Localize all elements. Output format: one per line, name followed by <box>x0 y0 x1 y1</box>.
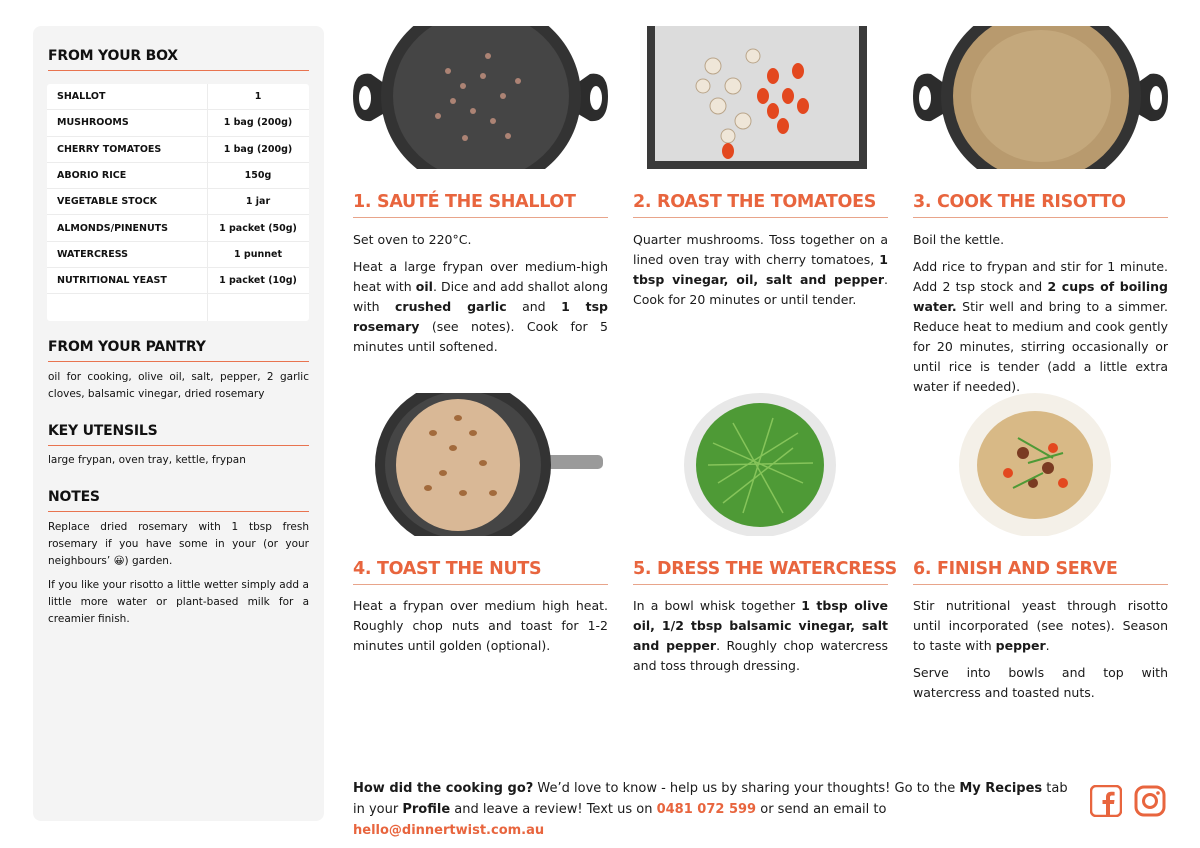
ingredient-name: NUTRITIONAL YEAST <box>57 275 167 287</box>
toasted-nuts-photo <box>353 393 608 536</box>
step-3-title: 3. COOK THE RISOTTO <box>913 192 1168 218</box>
my-recipes-link[interactable]: My Recipes <box>959 781 1043 796</box>
ingredient-name: MUSHROOMS <box>57 117 129 129</box>
step-1-body: Set oven to 220°C. Heat a large frypan over medium-high heat with oil. Dice and add shallot along with crushed garlic and 1 tsp rosemary (see notes). Cook for 5 minutes until softened. <box>353 232 609 354</box>
table-row <box>47 84 309 110</box>
step-6-title: 6. FINISH AND SERVE <box>913 559 1168 585</box>
ingredient-name: WATERCRESS <box>57 248 128 260</box>
notes-heading: NOTES <box>48 489 309 512</box>
step-3-body: Boil the kettle. Add rice to frypan and stir for 1 minute. Add 2 tsp stock and 2 cups of boiling water. Stir well and bring to a simmer. Reduce heat to medium and cook gently for 20 minutes, stirring occasionally or until rice is tender (add a little extra water if needed). <box>913 232 1168 394</box>
note-1: Replace dried rosemary with 1 tbsp fresh rosemary if you have some in your (or your neighbours’ 😀) garden. <box>48 521 309 567</box>
ingredient-name: ABORIO RICE <box>57 170 127 182</box>
profile-link[interactable]: Profile <box>402 802 451 817</box>
table-row <box>47 189 309 215</box>
phone-link[interactable]: 0481 072 599 <box>656 802 757 817</box>
feedback-footer: How did the cooking go? We’d love to know - help us by sharing your thoughts! Go to the My Recipes tab in your Profile and leave a review! Text us on 0481 072 599 or send an email to hello@dinnertwist.com.au <box>353 781 1068 838</box>
note-2: If you like your risotto a little wetter simply add a little more water or plant-based milk for a creamier finish. <box>48 579 309 625</box>
step-5-title: 5. DRESS THE WATERCRESS <box>633 559 888 585</box>
roasting-tray-photo <box>633 26 888 169</box>
ingredient-qty: 1 jar <box>245 196 271 208</box>
instagram-icon[interactable] <box>1134 785 1166 817</box>
step-2-title: 2. ROAST THE TOMATOES <box>633 192 888 218</box>
ingredient-qty: 1 packet (10g) <box>219 275 297 287</box>
step-4-body: Heat a frypan over medium high heat. Roughly chop nuts and toast for 1-2 minutes until golden (optional). <box>353 598 608 653</box>
ingredients-sidebar <box>33 26 324 821</box>
step-5-body: In a bowl whisk together 1 tbsp olive oil, 1/2 tbsp balsamic vinegar, salt and pepper. Roughly chop watercress and toss through dressing. <box>633 598 888 673</box>
table-row-empty <box>47 294 309 320</box>
step-2-body: Quarter mushrooms. Toss together on a lined oven tray with cherry tomatoes, 1 tbsp vinegar, oil, salt and pepper. Cook for 20 minutes or until tender. <box>633 232 888 307</box>
facebook-icon[interactable] <box>1090 785 1122 817</box>
pantry-text: oil for cooking, olive oil, salt, pepper, 2 garlic cloves, balsamic vinegar, dried rosemary <box>48 371 309 400</box>
table-row <box>47 268 309 294</box>
table-row <box>47 163 309 189</box>
table-row <box>47 110 309 136</box>
pantry-heading: FROM YOUR PANTRY <box>48 339 309 362</box>
finished-risotto-photo <box>913 393 1168 536</box>
ingredient-name: CHERRY TOMATOES <box>57 143 162 155</box>
step-4-title: 4. TOAST THE NUTS <box>353 559 608 585</box>
utensils-heading: KEY UTENSILS <box>48 423 309 446</box>
watercress-bowl-photo <box>633 393 888 536</box>
ingredient-qty: 150g <box>244 170 272 182</box>
step-6-body: Stir nutritional yeast through risotto until incorporated (see notes). Season to taste with pepper. Serve into bowls and top with watercress and toasted nuts. <box>913 598 1168 700</box>
ingredient-qty: 1 bag (200g) <box>223 143 293 155</box>
shallot-frypan-photo <box>353 26 608 169</box>
ingredient-name: SHALLOT <box>57 91 106 103</box>
ingredient-name: VEGETABLE STOCK <box>57 196 158 208</box>
table-row <box>47 137 309 163</box>
email-link[interactable]: hello@dinnertwist.com.au <box>353 823 545 838</box>
table-row <box>47 242 309 268</box>
risotto-frypan-photo <box>913 26 1168 169</box>
ingredient-name: ALMONDS/PINENUTS <box>57 222 169 234</box>
ingredient-qty: 1 packet (50g) <box>219 222 297 234</box>
ingredient-qty: 1 <box>254 91 262 103</box>
ingredient-qty: 1 bag (200g) <box>223 117 293 129</box>
box-ingredients-table <box>47 84 309 321</box>
box-heading: FROM YOUR BOX <box>48 48 309 71</box>
step-1-title: 1. SAUTÉ THE SHALLOT <box>353 192 608 218</box>
table-row <box>47 215 309 241</box>
ingredient-qty: 1 punnet <box>234 248 282 260</box>
utensils-text: large frypan, oven tray, kettle, frypan <box>48 454 246 466</box>
grin-emoji-icon: 😀 <box>113 555 125 567</box>
